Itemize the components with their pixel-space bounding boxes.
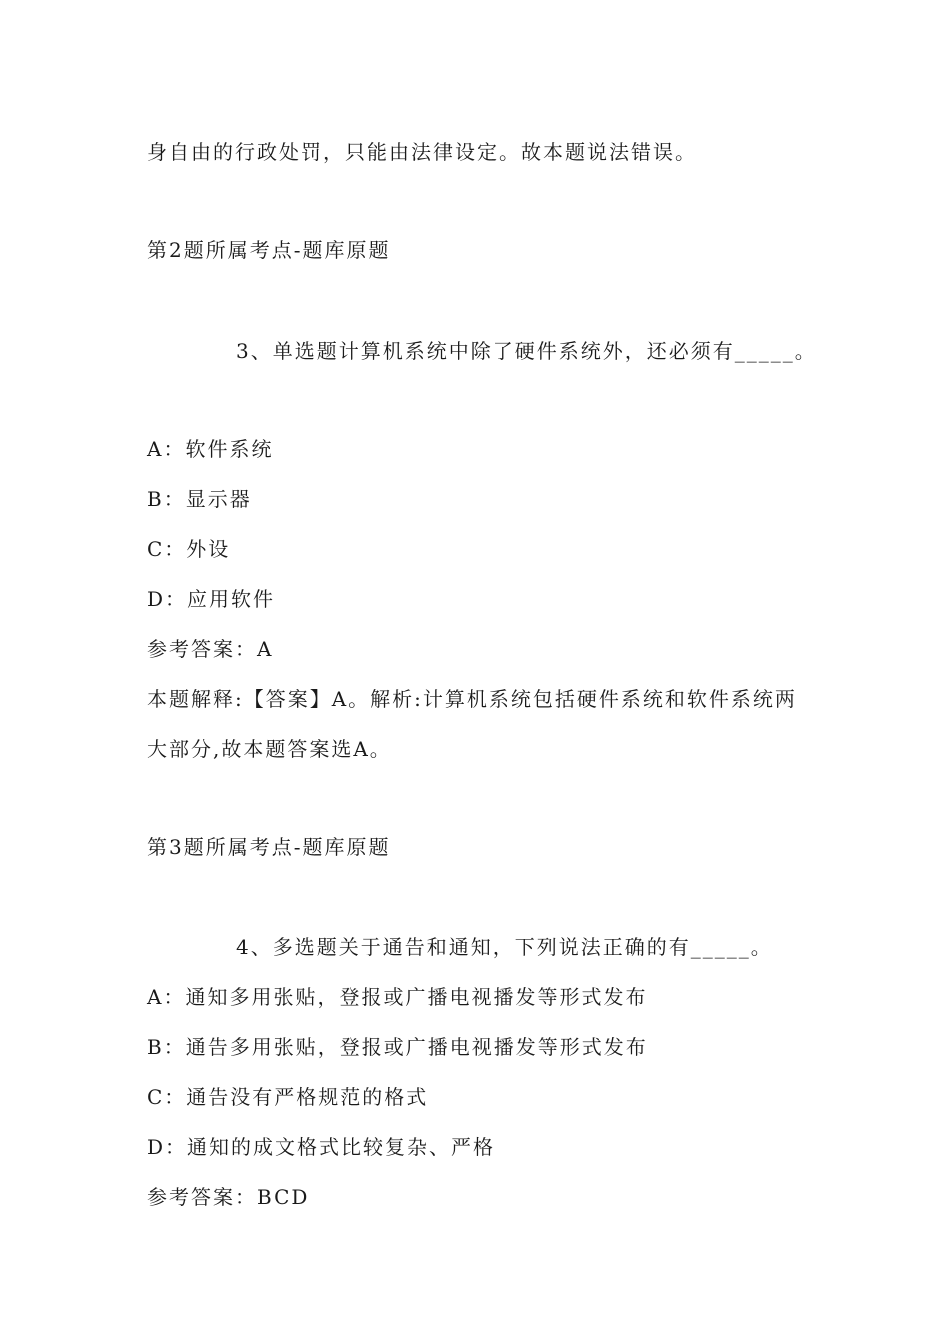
- question-3-answer: 参考答案：A: [147, 637, 274, 661]
- question-3-option-b: B：显示器: [147, 487, 252, 511]
- question-3-topic: 第3题所属考点-题库原题: [147, 835, 391, 859]
- question-4-answer: 参考答案：BCD: [147, 1185, 310, 1209]
- question-3-title: 3、单选题计算机系统中除了硬件系统外，还必须有_____。: [236, 339, 817, 363]
- question-3-explanation-line-1: 本题解释:【答案】A。解析:计算机系统包括硬件系统和软件系统两: [147, 687, 797, 711]
- question-4-option-d: D：通知的成文格式比较复杂、严格: [147, 1135, 496, 1159]
- question-3-explanation-line-2: 大部分,故本题答案选A。: [147, 737, 392, 761]
- question-4-option-b: B：通告多用张贴，登报或广播电视播发等形式发布: [147, 1035, 648, 1059]
- question-4-option-a: A：通知多用张贴，登报或广播电视播发等形式发布: [147, 985, 648, 1009]
- question-4-option-c: C：通告没有严格规范的格式: [147, 1085, 429, 1109]
- question-3-option-d: D：应用软件: [147, 587, 276, 611]
- question-2-topic: 第2题所属考点-题库原题: [147, 238, 391, 262]
- question-4-title: 4、多选题关于通告和通知，下列说法正确的有_____。: [236, 935, 773, 959]
- question-3-option-a: A：软件系统: [147, 437, 274, 461]
- continuation-text: 身自由的行政处罚，只能由法律设定。故本题说法错误。: [147, 140, 697, 164]
- question-3-option-c: C：外设: [147, 537, 231, 561]
